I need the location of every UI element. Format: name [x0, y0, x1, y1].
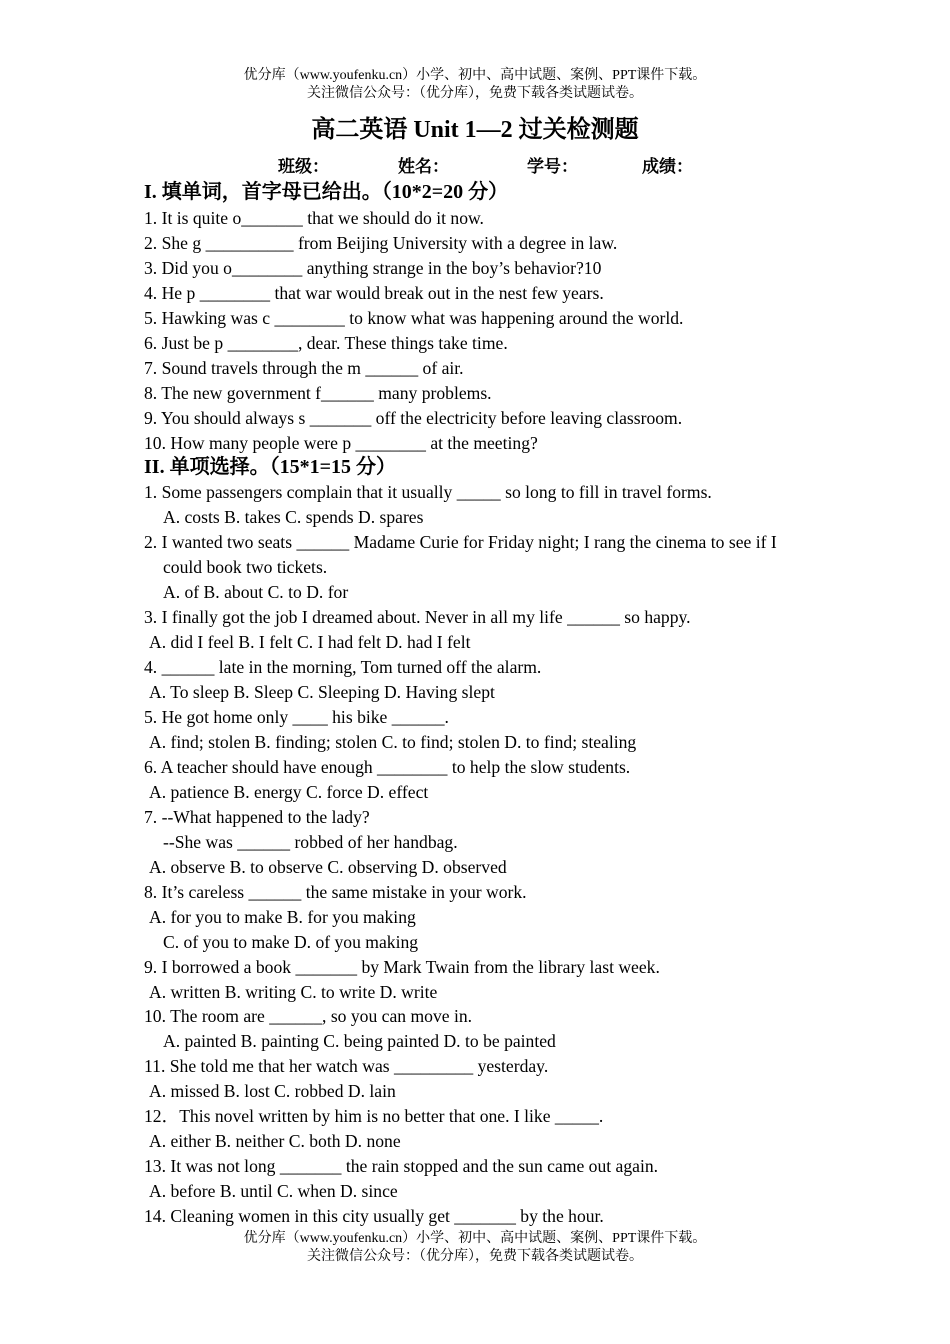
fill-item: 7. Sound travels through the m ______ of air.: [144, 358, 464, 378]
class-label: 班级：: [278, 157, 329, 176]
options-line: A. before B. until C. when D. since: [149, 1181, 398, 1201]
options-line: A. To sleep B. Sleep C. Sleeping D. Having slept: [149, 682, 495, 702]
watermark-bottom-line2: 关注微信公众号：（优分库），免费下载各类试题试卷。: [307, 1249, 643, 1264]
question-line: 8. It’s careless ______ the same mistake in your work.: [144, 882, 527, 902]
fill-item: 4. He p ________ that war would break out in the nest few years.: [144, 283, 604, 303]
question-line: could book two tickets.: [163, 557, 328, 577]
question-line: 14. Cleaning women in this city usually get _______ by the hour.: [144, 1206, 604, 1226]
name-label: 姓名：: [398, 157, 449, 176]
question-line: 5. He got home only ____ his bike ______.: [144, 707, 449, 727]
fill-item: 9. You should always s _______ off the electricity before leaving classroom.: [144, 408, 683, 428]
question-line: 4. ______ late in the morning, Tom turned off the alarm.: [144, 657, 542, 677]
question-line: 3. I finally got the job I dreamed about. Never in all my life ______ so happy.: [144, 607, 691, 627]
question-line: 6. A teacher should have enough ________ to help the slow students.: [144, 757, 631, 777]
question-line: 7. --What happened to the lady?: [144, 807, 370, 827]
section2-heading: II. 单项选择。（15*1=15 分）: [144, 456, 396, 478]
options-line: C. of you to make D. of you making: [163, 932, 419, 952]
options-line: A. patience B. energy C. force D. effect: [149, 782, 429, 802]
watermark-top-line2: 关注微信公众号：（优分库），免费下载各类试题试卷。: [307, 86, 643, 101]
fill-item: 2. She g __________ from Beijing University with a degree in law.: [144, 233, 618, 253]
fill-item: 1. It is quite o_______ that we should do it now.: [144, 208, 484, 228]
options-line: A. for you to make B. for you making: [149, 907, 416, 927]
watermark-bottom-line1: 优分库（www.youfenku.cn）小学、初中、高中试题、案例、PPT课件下载。: [243, 1231, 707, 1246]
question-line: 13. It was not long _______ the rain stopped and the sun came out again.: [144, 1156, 659, 1176]
options-line: A. either B. neither C. both D. none: [149, 1131, 401, 1151]
question-line: 10. The room are ______, so you can move in.: [144, 1006, 473, 1026]
question-line: 12．This novel written by him is no better that one. I like _____.: [144, 1106, 604, 1126]
options-line: A. written B. writing C. to write D. write: [149, 982, 438, 1002]
fill-item: 5. Hawking was c ________ to know what was happening around the world.: [144, 308, 684, 328]
fill-item: 3. Did you o________ anything strange in the boy’s behavior?10: [144, 258, 602, 278]
options-line: A. painted B. painting C. being painted D. to be painted: [163, 1031, 556, 1051]
question-line: 1. Some passengers complain that it usually _____ so long to fill in travel forms.: [144, 482, 712, 502]
section1-heading: I. 填单词，首字母已给出。（10*2=20 分）: [144, 181, 509, 203]
question-line: --She was ______ robbed of her handbag.: [163, 832, 458, 852]
question-line: 11. She told me that her watch was _________ yesterday.: [144, 1056, 549, 1076]
watermark-top-line1: 优分库（www.youfenku.cn）小学、初中、高中试题、案例、PPT课件下载。: [243, 68, 707, 83]
question-line: 9. I borrowed a book _______ by Mark Twain from the library last week.: [144, 957, 660, 977]
question-line: 2. I wanted two seats ______ Madame Curie for Friday night; I rang the cinema to see if I: [144, 532, 777, 552]
fill-item: 6. Just be p ________, dear. These things take time.: [144, 333, 508, 353]
student-number-label: 学号：: [527, 157, 578, 176]
options-line: A. of B. about C. to D. for: [163, 582, 349, 602]
options-line: A. costs B. takes C. spends D. spares: [163, 507, 424, 527]
fill-item: 10. How many people were p ________ at the meeting?: [144, 433, 538, 453]
options-line: A. find; stolen B. finding; stolen C. to find; stolen D. to find; stealing: [149, 732, 637, 752]
page-title: 高二英语 Unit 1—2 过关检测题: [311, 117, 639, 143]
options-line: A. did I feel B. I felt C. I had felt D. had I felt: [149, 632, 471, 652]
fill-item: 8. The new government f______ many problems.: [144, 383, 492, 403]
score-label: 成绩：: [642, 157, 693, 176]
options-line: A. missed B. lost C. robbed D. lain: [149, 1081, 396, 1101]
options-line: A. observe B. to observe C. observing D. observed: [149, 857, 507, 877]
